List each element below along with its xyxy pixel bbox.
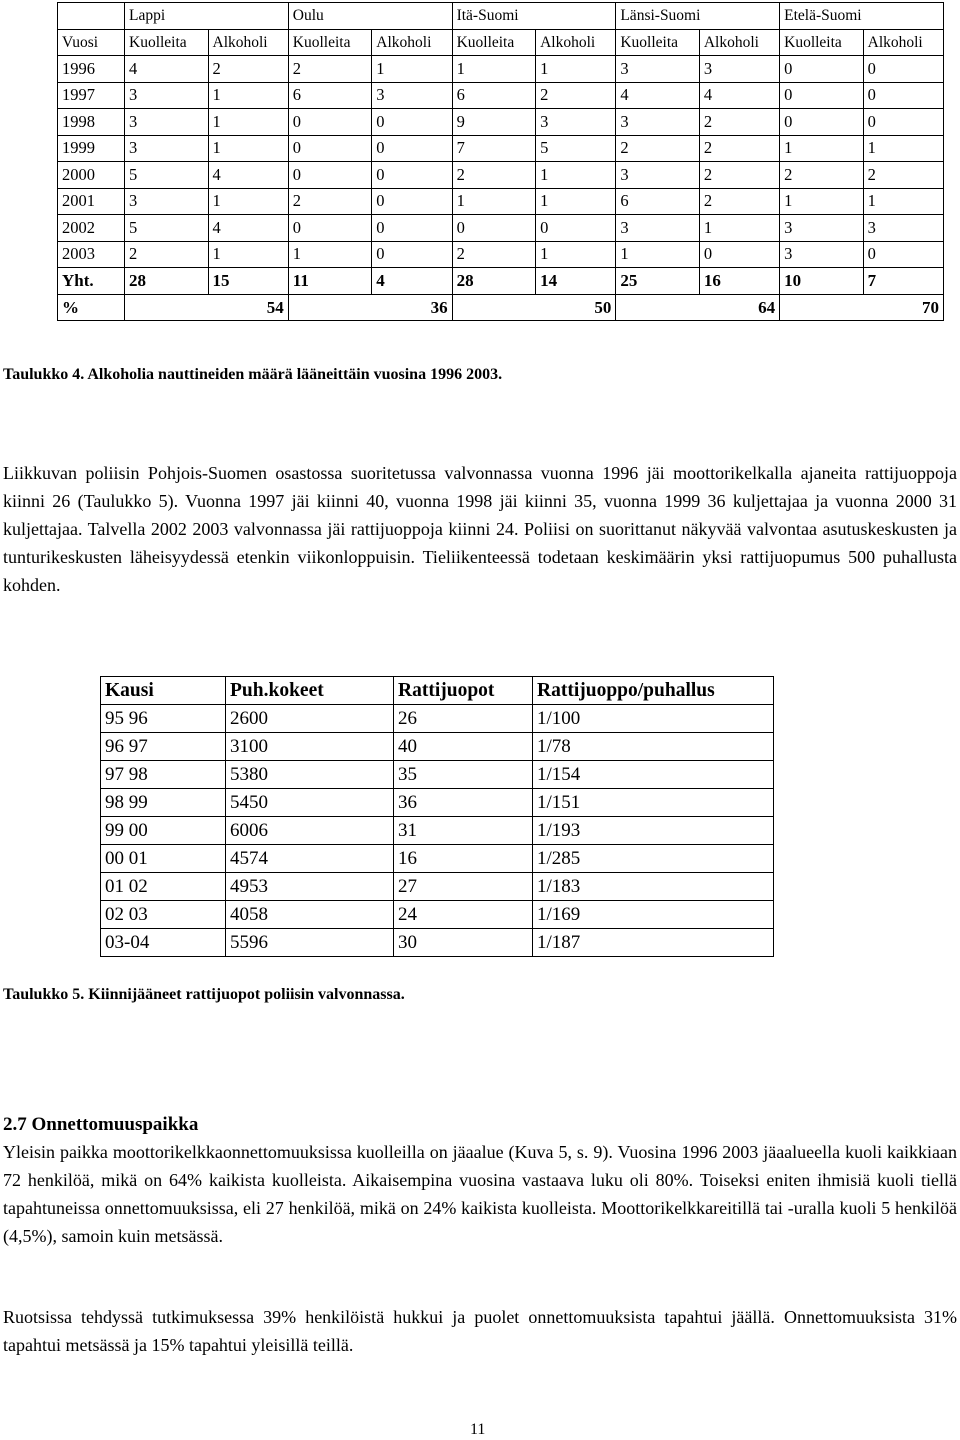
- table4-cell: 3: [616, 162, 700, 189]
- table5-cell: 5380: [226, 761, 394, 789]
- table4-header-cell: Kuolleita: [288, 29, 372, 56]
- table4-cell: 2: [208, 56, 288, 83]
- table5-cell: 1/183: [533, 873, 774, 901]
- table4-cell: 28: [452, 268, 536, 295]
- table4-cell: 1: [536, 241, 616, 268]
- table5-cell: 3100: [226, 733, 394, 761]
- table4-column-header: [58, 29, 944, 56]
- table5-cell: 4574: [226, 845, 394, 873]
- table4-cell: 3: [863, 215, 943, 242]
- table4-cell: 28: [125, 268, 209, 295]
- table-row: [58, 56, 944, 83]
- table4-cell: 0: [699, 241, 779, 268]
- table5-cell: 27: [394, 873, 533, 901]
- table4-cell: 6: [452, 82, 536, 109]
- table4-cell: 1: [452, 56, 536, 83]
- table4-cell: 54: [125, 294, 289, 321]
- table4-cell: 11: [288, 268, 372, 295]
- table5-body: [101, 705, 774, 957]
- table4-cell: 0: [288, 135, 372, 162]
- table-row: [58, 215, 944, 242]
- table4-cell: 1: [536, 188, 616, 215]
- table4-cell: 2: [616, 135, 700, 162]
- table4-cell: 2: [536, 82, 616, 109]
- table4-cell: 0: [536, 215, 616, 242]
- table-row: [101, 761, 774, 789]
- table5-cell: 4058: [226, 901, 394, 929]
- table5-cell: 1/187: [533, 929, 774, 957]
- table5-header-row: [101, 677, 774, 705]
- table5-cell: 01 02: [101, 873, 226, 901]
- table4-cell: 25: [616, 268, 700, 295]
- table4-cell: 10: [780, 268, 864, 295]
- table4-header-cell: Kuolleita: [125, 29, 209, 56]
- table4-cell: 1: [208, 241, 288, 268]
- table4-cell: 0: [863, 109, 943, 136]
- table4-cell: 1: [372, 56, 452, 83]
- table4-cell: 0: [372, 215, 452, 242]
- table4-cell: 3: [780, 241, 864, 268]
- table4-cell: 1: [699, 215, 779, 242]
- table4-cell: 4: [372, 268, 452, 295]
- table4-cell: 0: [780, 109, 864, 136]
- table4-cell: 15: [208, 268, 288, 295]
- table4-cell: 5: [536, 135, 616, 162]
- table5-cell: 97 98: [101, 761, 226, 789]
- table4-cell: 0: [780, 56, 864, 83]
- paragraph-snowmobile-enforcement: Liikkuvan poliisin Pohjois-Suomen osastossa suoritetussa valvonnassa vuonna 1996 jäi moottorikelkalla ajaneita rattijuoppoja kiinni 26 (Taulukko 5). Vuonna 1997 jäi kiinni 40, vuonna 1998 jäi kiinni 35, vuonna 1999 36 kuljettajaa ja vuonna 2000 31 kuljettajaa. Talvella 2002 2003 valvonnassa jäi rattijuoppoja kiinni 24. Poliisi on suorittanut näkyvää valvontaa asutuskeskusten ja tunturikeskusten läheisyydessä etenkin viikonloppuisin. Tieliikenteessä todetaan keskimäärin yksi rattijuopumus 500 puhallusta kohden.: [3, 463, 957, 595]
- table4-header-cell: Alkoholi: [699, 29, 779, 56]
- table-row: [58, 162, 944, 189]
- table5-cell: 5596: [226, 929, 394, 957]
- table4-cell: 1999: [58, 135, 125, 162]
- table4-cell: 4: [616, 82, 700, 109]
- table4-cell: 0: [288, 215, 372, 242]
- table4-cell: Yht.: [58, 268, 125, 295]
- table5-cell: 03-04: [101, 929, 226, 957]
- table4-cell: 0: [372, 109, 452, 136]
- table5-header-cell: Rattijuopot: [394, 677, 533, 705]
- table4-cell: 1: [616, 241, 700, 268]
- table4-cell: 0: [863, 82, 943, 109]
- table4-cell: 3: [125, 188, 209, 215]
- table5-cell: 40: [394, 733, 533, 761]
- table4-cell: 1996: [58, 56, 125, 83]
- table4-cell: 6: [616, 188, 700, 215]
- table4-corner-cell: [58, 3, 125, 30]
- table4-cell: 2: [699, 162, 779, 189]
- table4-cell: 14: [536, 268, 616, 295]
- table4-cell: 3: [125, 109, 209, 136]
- table5-cell: 5450: [226, 789, 394, 817]
- table4-region-lappi: Lappi: [125, 3, 289, 30]
- table4-cell: 0: [372, 135, 452, 162]
- table4-cell: 2: [699, 109, 779, 136]
- table5-cell: 96 97: [101, 733, 226, 761]
- table4-cell: 2000: [58, 162, 125, 189]
- table4-cell: 2: [125, 241, 209, 268]
- table4-cell: 2: [288, 188, 372, 215]
- table5-header-cell: Puh.kokeet: [226, 677, 394, 705]
- table4-cell: 1: [863, 188, 943, 215]
- table5-header-cell: Kausi: [101, 677, 226, 705]
- table5-cell: 95 96: [101, 705, 226, 733]
- table4-cell: 3: [616, 109, 700, 136]
- table4-cell: 7: [863, 268, 943, 295]
- table5-cell: 1/78: [533, 733, 774, 761]
- table-row: [101, 733, 774, 761]
- table4-caption: Taulukko 4. Alkoholia nauttineiden määrä lääneittäin vuosina 1996 2003.: [3, 366, 503, 383]
- table4-cell: 1: [780, 188, 864, 215]
- table4-cell: 1: [536, 56, 616, 83]
- table-row: [58, 241, 944, 268]
- table4-region-header: [58, 3, 944, 30]
- table5-cell: 1/193: [533, 817, 774, 845]
- table4-cell: 0: [780, 82, 864, 109]
- table5-cell: 1/154: [533, 761, 774, 789]
- table4-cell: %: [58, 294, 125, 321]
- table4-header-cell: Kuolleita: [452, 29, 536, 56]
- table4-cell: 3: [536, 109, 616, 136]
- table4-cell: 1: [288, 241, 372, 268]
- table4-cell: 16: [699, 268, 779, 295]
- table4-cell: 4: [699, 82, 779, 109]
- table5-cell: 35: [394, 761, 533, 789]
- table-row: [101, 901, 774, 929]
- table4-cell: 1: [863, 135, 943, 162]
- table5-cell: 30: [394, 929, 533, 957]
- table5-caption: Taulukko 5. Kiinnijääneet rattijuopot poliisin valvonnassa.: [3, 986, 405, 1003]
- table4-cell: 3: [125, 82, 209, 109]
- table4-cell: 0: [863, 56, 943, 83]
- table-row: [101, 929, 774, 957]
- table4-cell: 1998: [58, 109, 125, 136]
- table5-cell: 6006: [226, 817, 394, 845]
- table-row: [101, 845, 774, 873]
- table4-cell: 36: [288, 294, 452, 321]
- table4-cell: 5: [125, 162, 209, 189]
- table4-cell: 2001: [58, 188, 125, 215]
- table4-header-cell: Alkoholi: [372, 29, 452, 56]
- table5-cell: 16: [394, 845, 533, 873]
- table4-cell: 4: [208, 162, 288, 189]
- table5-cell: 1/100: [533, 705, 774, 733]
- table4-total-row: [58, 268, 944, 295]
- table-row: [58, 109, 944, 136]
- table5-cell: 99 00: [101, 817, 226, 845]
- table4-cell: 2: [699, 188, 779, 215]
- table4-cell: 4: [125, 56, 209, 83]
- paragraph-accident-location: Yleisin paikka moottorikelkkaonnettomuuksissa kuolleilla on jäaalue (Kuva 5, s. 9). Vuosina 1996 2003 jäaalueella kuoli kaikkiaan 72 henkilöä, mikä on 64% kaikista kuolleista. Aikaisempina vuosina vastaava luku oli 80%. Toiseksi eniten ihmisiä kuoli tiellä tapahtuneissa onnettomuuksissa, eli 27 henkilöä, mikä on 24% kaikista kuolleista. Moottorikelkkareitillä tai -uralla kuoli 5 henkilöä (4,5%), samoin kuin metsässä.: [3, 1142, 957, 1246]
- page-number: 11: [470, 1421, 486, 1438]
- table4-cell: 1: [208, 135, 288, 162]
- table4-cell: 0: [372, 188, 452, 215]
- table4-body: [58, 56, 944, 268]
- table4-cell: 0: [372, 162, 452, 189]
- table4-cell: 1997: [58, 82, 125, 109]
- table4-cell: 3: [780, 215, 864, 242]
- table4-cell: 1: [452, 188, 536, 215]
- table4-header-cell: Alkoholi: [863, 29, 943, 56]
- table-row: [58, 188, 944, 215]
- table4-cell: 3: [699, 56, 779, 83]
- table4-cell: 2: [452, 162, 536, 189]
- table4-cell: 0: [452, 215, 536, 242]
- table4-cell: 1: [780, 135, 864, 162]
- table4-cell: 2: [288, 56, 372, 83]
- table4-cell: 3: [125, 135, 209, 162]
- table4-cell: 7: [452, 135, 536, 162]
- table4-cell: 50: [452, 294, 616, 321]
- paragraph-sweden-study: Ruotsissa tehdyssä tutkimuksessa 39% henkilöistä hukkui ja puolet onnettomuuksista tapahtui jäällä. Onnettomuuksista 31% tapahtui metsässä ja 15% tapahtui yleisillä teillä.: [3, 1307, 957, 1355]
- table4-cell: 9: [452, 109, 536, 136]
- alcohol-deaths-table: [57, 2, 944, 321]
- table5-cell: 1/285: [533, 845, 774, 873]
- table4-cell: 2: [780, 162, 864, 189]
- table4-cell: 70: [780, 294, 944, 321]
- table4-cell: 3: [616, 56, 700, 83]
- table4-cell: 2: [863, 162, 943, 189]
- table5-cell: 26: [394, 705, 533, 733]
- table4-header-cell: Alkoholi: [208, 29, 288, 56]
- table4-cell: 1: [536, 162, 616, 189]
- table4-cell: 2003: [58, 241, 125, 268]
- table4-cell: 2: [452, 241, 536, 268]
- table4-region-oulu: Oulu: [288, 3, 452, 30]
- table5-cell: 1/169: [533, 901, 774, 929]
- table5-header-cell: Rattijuoppo/puhallus: [533, 677, 774, 705]
- table4-cell: 0: [863, 241, 943, 268]
- table4-region-lansi-suomi: Länsi-Suomi: [616, 3, 780, 30]
- table4-cell: 2002: [58, 215, 125, 242]
- table4-cell: 1: [208, 82, 288, 109]
- section-heading: 2.7 Onnettomuuspaikka: [3, 1114, 199, 1135]
- table4-cell: 5: [125, 215, 209, 242]
- table5-cell: 31: [394, 817, 533, 845]
- table-row: [58, 82, 944, 109]
- table4-cell: 0: [372, 241, 452, 268]
- table4-header-cell: Vuosi: [58, 29, 125, 56]
- table4-cell: 64: [616, 294, 780, 321]
- table5-cell: 2600: [226, 705, 394, 733]
- table4-header-cell: Alkoholi: [536, 29, 616, 56]
- table-row: [101, 873, 774, 901]
- table-row: [101, 817, 774, 845]
- table5-cell: 4953: [226, 873, 394, 901]
- table4-cell: 0: [288, 109, 372, 136]
- table4-cell: 3: [616, 215, 700, 242]
- table4-header-cell: Kuolleita: [616, 29, 700, 56]
- drunk-driving-table: [100, 676, 774, 957]
- table4-cell: 6: [288, 82, 372, 109]
- table4-percent-row: [58, 294, 944, 321]
- table4-cell: 1: [208, 109, 288, 136]
- table4-header-cell: Kuolleita: [780, 29, 864, 56]
- table4-cell: 3: [372, 82, 452, 109]
- table4-cell: 0: [288, 162, 372, 189]
- table5-cell: 00 01: [101, 845, 226, 873]
- table5-cell: 98 99: [101, 789, 226, 817]
- table-row: [101, 705, 774, 733]
- table5-cell: 36: [394, 789, 533, 817]
- table-row: [101, 789, 774, 817]
- table5-cell: 24: [394, 901, 533, 929]
- table4-region-etela-suomi: Etelä-Suomi: [780, 3, 944, 30]
- table5-cell: 1/151: [533, 789, 774, 817]
- table-row: [58, 135, 944, 162]
- table5-cell: 02 03: [101, 901, 226, 929]
- table4-cell: 1: [208, 188, 288, 215]
- table4-region-ita-suomi: Itä-Suomi: [452, 3, 616, 30]
- table4-cell: 4: [208, 215, 288, 242]
- table4-cell: 2: [699, 135, 779, 162]
